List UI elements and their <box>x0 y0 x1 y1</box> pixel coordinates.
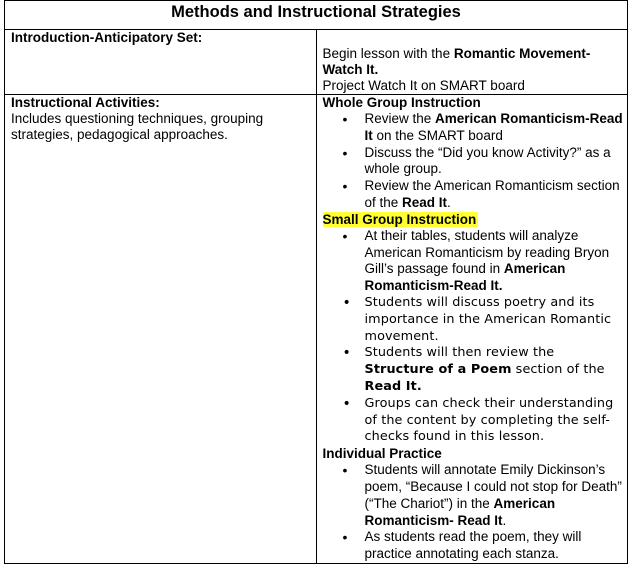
list-item: • At their tables, students will analyze American Romanticism by reading Bryon Gill’s passage found in American Romanticism-Read It. <box>365 228 628 295</box>
intro-label: Introduction-Anticipatory Set: <box>11 30 203 45</box>
intro-label-cell <box>5 30 317 95</box>
intro-content-cell <box>316 30 628 95</box>
whole-group-list <box>323 111 628 212</box>
list-item: • Students will discuss poetry and its importance in the American Romantic movement. <box>365 295 628 345</box>
methods-table <box>4 0 628 564</box>
small-group-heading <box>323 212 628 228</box>
activities-label: Instructional Activities: <box>11 95 160 110</box>
activities-description: Includes questioning techniques, grouping strategies, pedagogical approaches. <box>11 111 264 142</box>
activities-content-cell <box>316 95 628 564</box>
small-group-list <box>323 228 628 446</box>
intro-line-1: Begin lesson with the Romantic Movement-Watch It. <box>322 46 591 77</box>
intro-row <box>5 30 628 95</box>
activities-row <box>5 95 628 564</box>
individual-practice-heading: Individual Practice <box>322 446 442 462</box>
list-item: • Students will then review the Structure of a Poem section of the Read It. <box>365 345 628 395</box>
intro-line-2: Project Watch It on SMART board <box>322 78 525 93</box>
activities-label-cell <box>5 95 317 564</box>
highlighted-heading: Small Group Instruction <box>322 211 477 227</box>
individual-practice-list <box>323 462 628 563</box>
list-item: • Review the American Romanticism section of the Read It. <box>365 178 628 212</box>
list-item: • Review the American Romanticism-Read It on the SMART board <box>365 111 628 145</box>
list-item: • Discuss the “Did you know Activity?” as a whole group. <box>365 145 628 179</box>
whole-group-heading: Whole Group Instruction <box>322 95 481 110</box>
table-title: Methods and Instructional Strategies <box>5 1 628 30</box>
list-item: • Groups can check their understanding of the content by completing the self-checks found in this lesson. <box>365 396 628 446</box>
list-item: • As students read the poem, they will practice annotating each stanza. <box>365 529 628 563</box>
list-item: • Students will annotate Emily Dickinson’s poem, “Because I could not stop for Death” (“The Chariot”) in the American Romanticism- Read It. <box>365 462 628 529</box>
